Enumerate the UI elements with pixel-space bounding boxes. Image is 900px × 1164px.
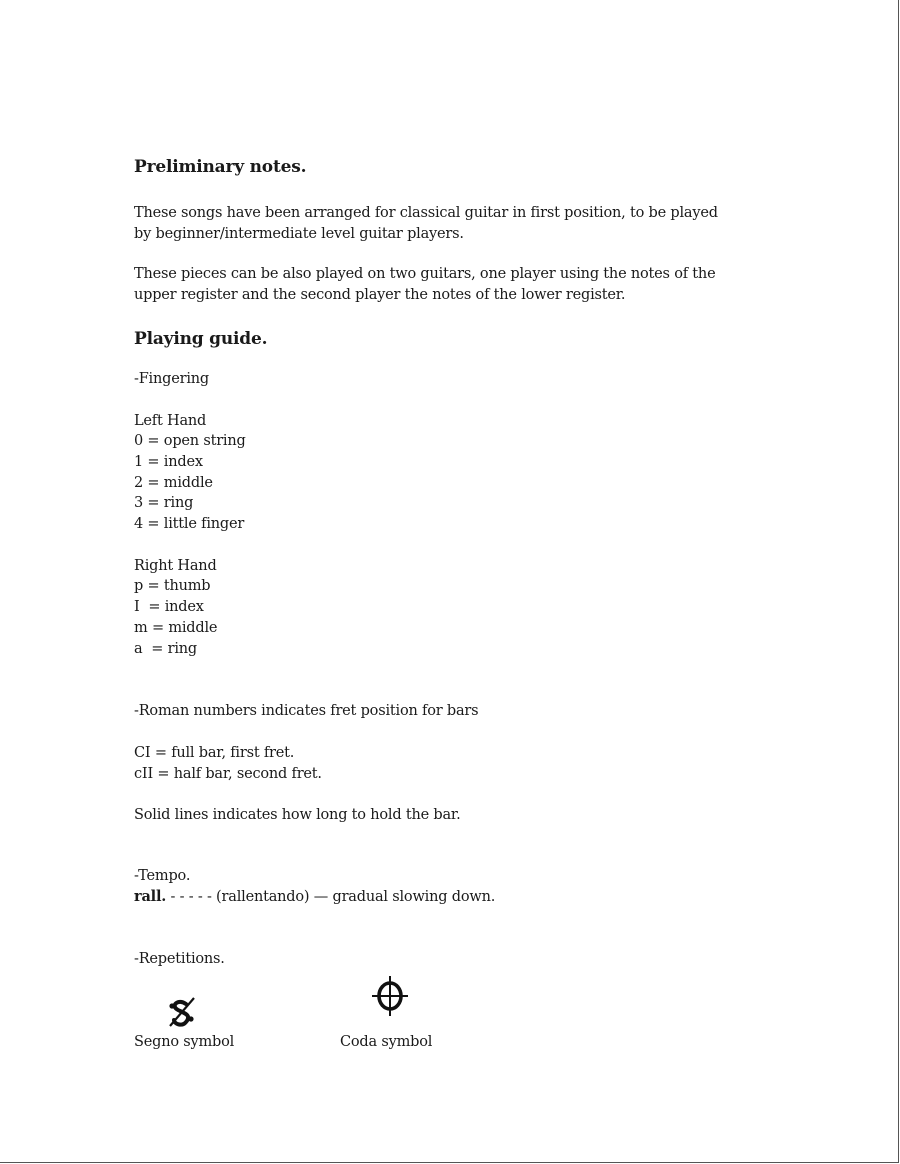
bar-half-definition: cII = half bar, second fret. [134, 765, 322, 782]
rall-definition [134, 887, 774, 908]
preliminary-notes-heading: Preliminary notes. [134, 157, 307, 177]
list-item: 4 = little finger [134, 516, 245, 533]
list-item: 1 = index [134, 453, 203, 470]
two-guitars-line-1: These pieces can be also played on two guitars, one player using the notes of the [134, 266, 716, 283]
fingering-label: -Fingering [134, 370, 209, 387]
list-item: a = ring [134, 640, 198, 657]
left-hand-list [134, 411, 774, 535]
two-guitars-line-2: upper register and the second player the notes of the lower register. [134, 287, 626, 304]
right-hand-list [134, 556, 774, 660]
segno-icon [134, 984, 244, 1030]
right-hand-title: Right Hand [134, 557, 217, 574]
list-item: I = index [134, 599, 204, 616]
rall-description: - - - - - (rallentando) — gradual slowing down. [166, 888, 496, 905]
repetitions-label: -Repetitions. [134, 951, 225, 968]
roman-numbers-label: -Roman numbers indicates fret position for bars [134, 703, 479, 720]
list-item: 3 = ring [134, 495, 194, 512]
coda-icon [340, 970, 450, 1022]
two-guitars-paragraph [134, 264, 774, 305]
repetition-symbols [134, 984, 774, 1074]
tempo-label: -Tempo. [134, 868, 191, 885]
intro-paragraph [134, 203, 774, 244]
list-item: p = thumb [134, 578, 211, 595]
playing-guide-heading: Playing guide. [134, 328, 268, 349]
list-item: 0 = open string [134, 433, 246, 450]
segno-label: Segno symbol [134, 1034, 235, 1051]
rall-term: rall. [134, 887, 167, 905]
left-hand-title: Left Hand [134, 412, 207, 429]
intro-line-1: These songs have been arranged for classical guitar in first position, to be played [134, 205, 718, 221]
page-content [134, 155, 774, 1074]
list-item: m = middle [134, 619, 218, 636]
list-item: 2 = middle [134, 474, 213, 491]
solid-lines-note: Solid lines indicates how long to hold the bar. [134, 807, 461, 824]
coda-label: Coda symbol [340, 1034, 433, 1051]
intro-line-2: by beginner/intermediate level guitar players. [134, 225, 464, 242]
bar-full-definition: CI = full bar, first fret. [134, 744, 295, 761]
